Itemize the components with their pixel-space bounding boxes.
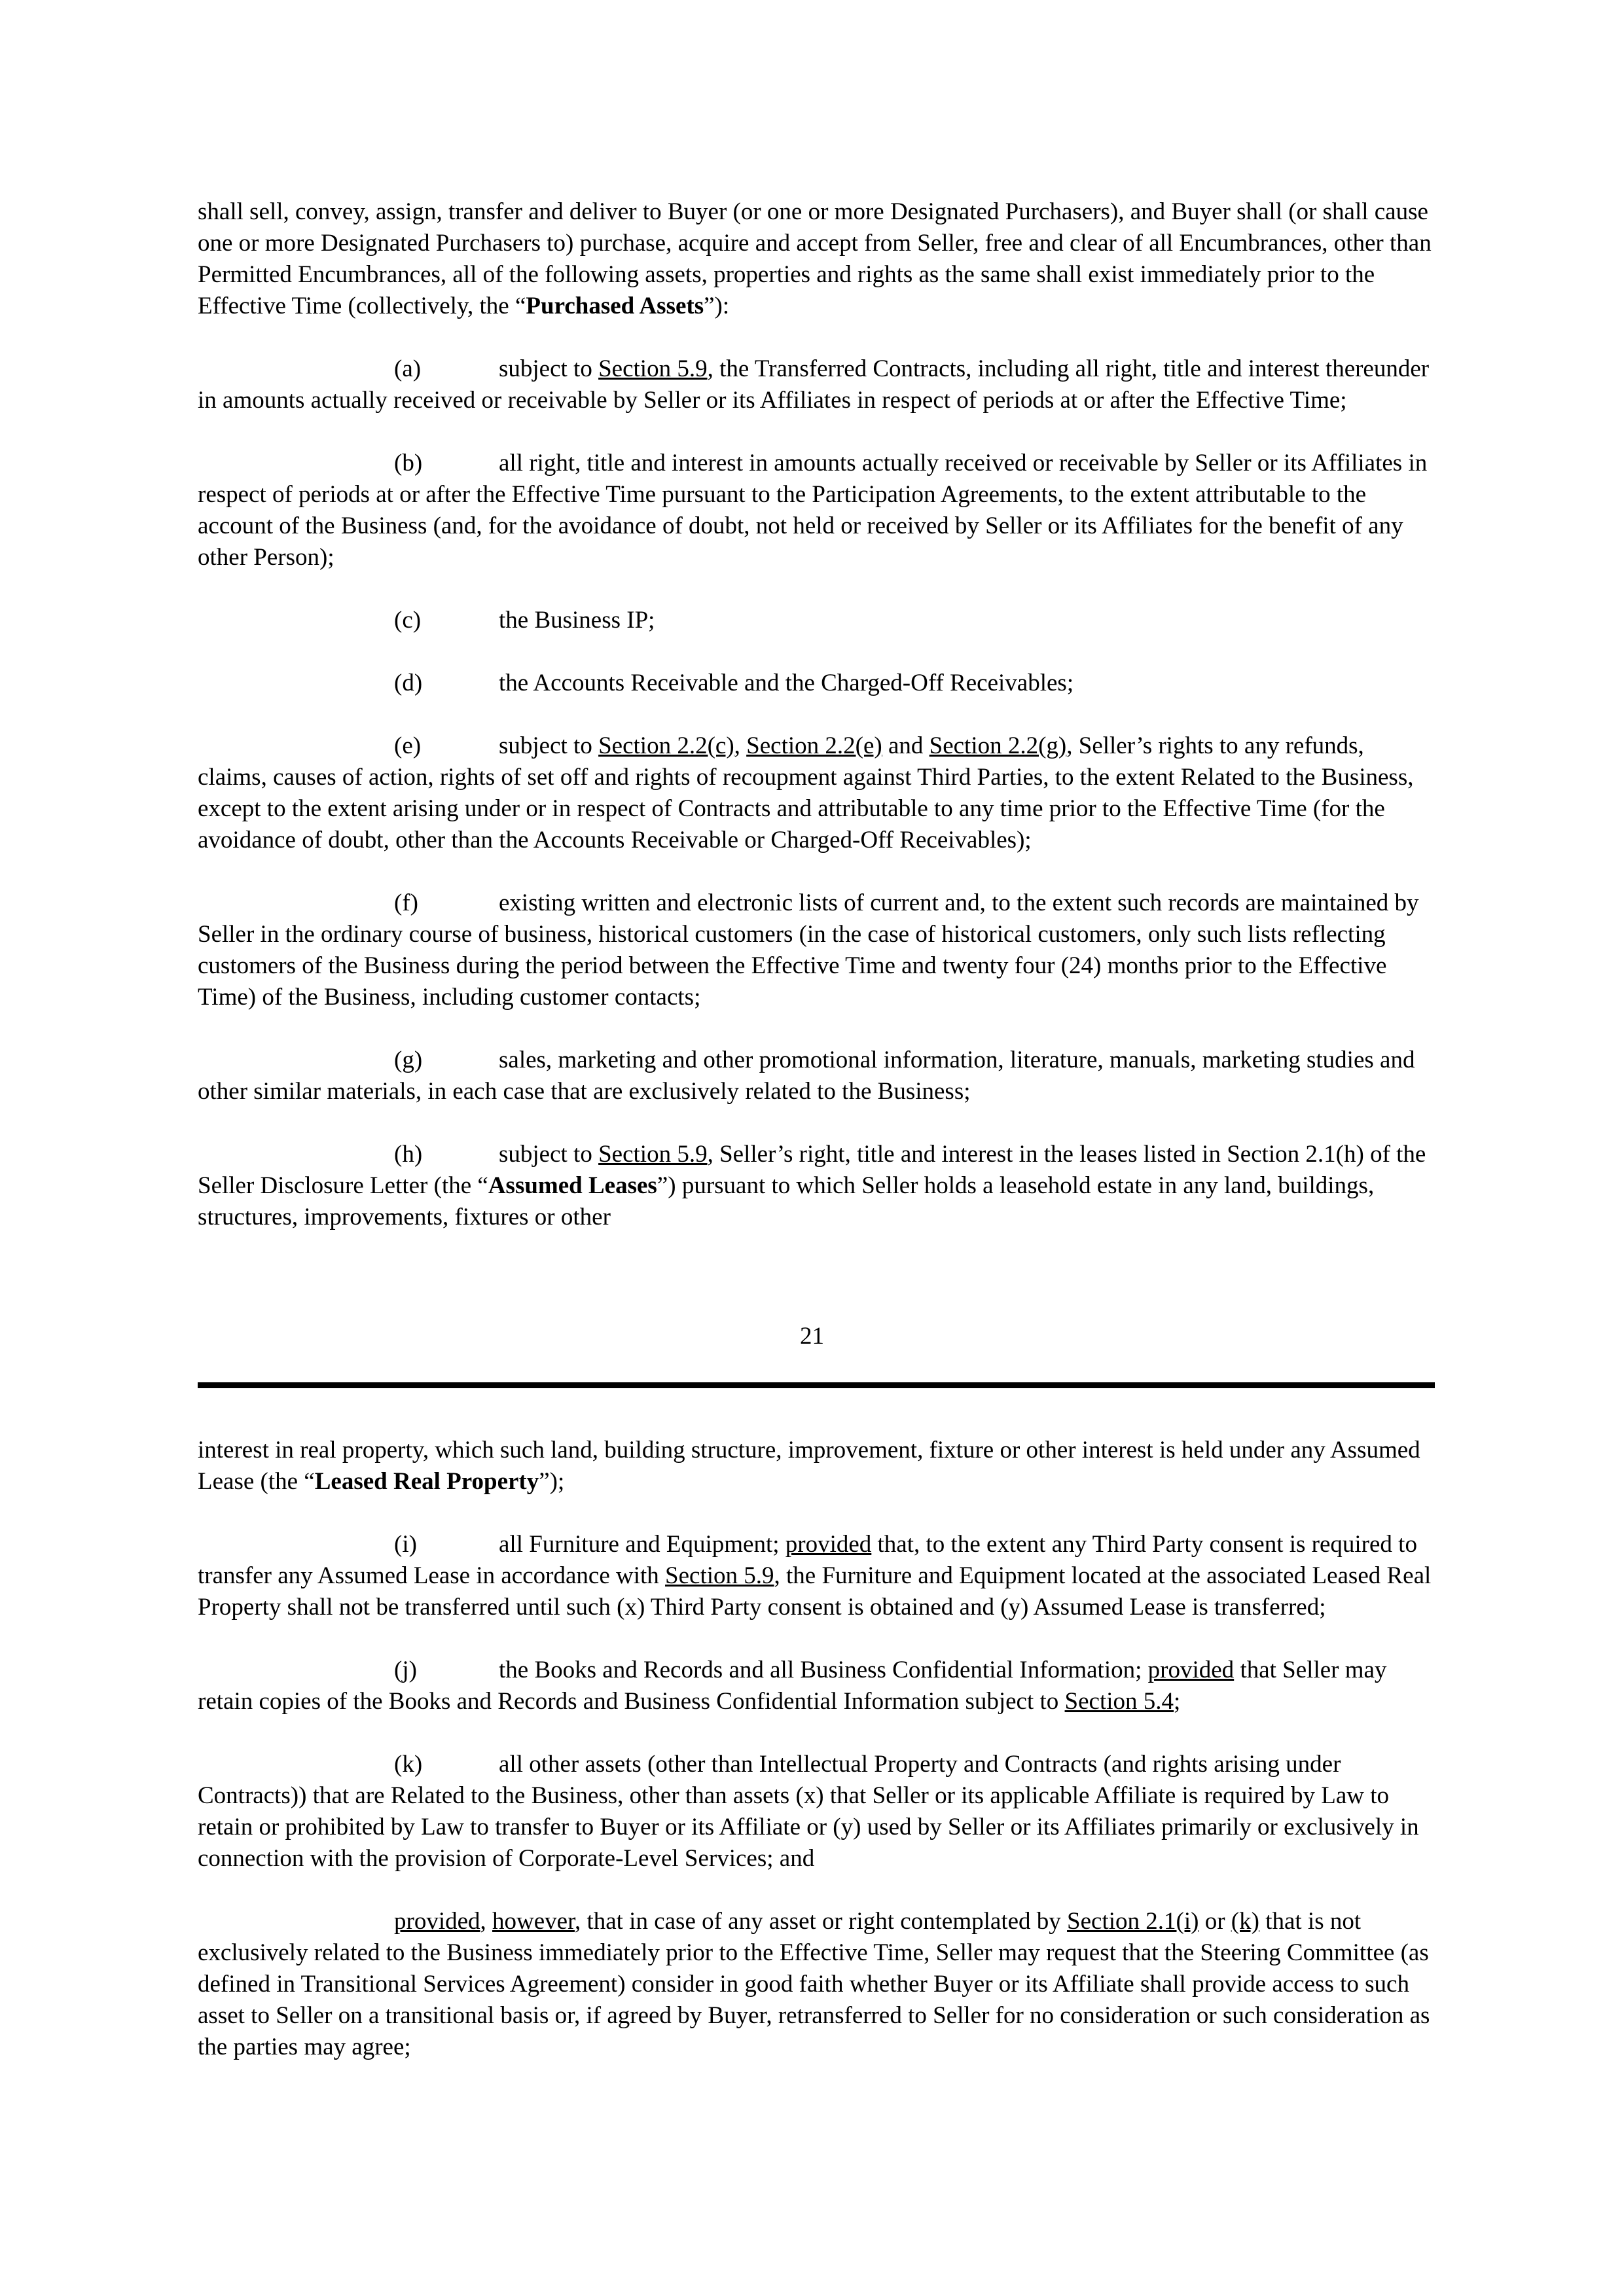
clause-text: , the Furniture and Equipment located at the associated Leased Real Property shall not be transferred until such (x) Third Party consent is obtained and (y) Assumed Lease is transferred; [198, 1562, 1432, 1621]
clause-a [198, 353, 1435, 416]
intro-paragraph [198, 196, 1435, 322]
defined-term-purchased-assets: Purchased Assets [526, 293, 704, 319]
clause-text: , that in case of any asset or right contemplated by [574, 1908, 1068, 1935]
clause-f [198, 888, 1435, 1013]
page-number: 21 [800, 1323, 824, 1350]
clause-text: ; [1174, 1688, 1181, 1715]
clause-text: sales, marketing and other promotional information, literature, manuals, marketing studies and other similar materials, in each case that are exclusively related to the Business; [198, 1047, 1415, 1105]
defined-term-leased-real-property: Leased Real Property [314, 1468, 539, 1495]
section-reference-link[interactable]: Section 2.2(c) [598, 732, 734, 759]
clause-label: (k) [394, 1751, 423, 1778]
clause-label: (j) [394, 1657, 417, 1683]
clause-text: all right, title and interest in amounts actually received or receivable by Seller or its Affiliates in respect of periods at or after the Effective Time pursuant to the Participation Agreements, to the extent attributable to the account of the Business (and, for the avoidance of doubt, not held or received by Seller or its Affiliates for the benefit of any other Person); [198, 450, 1428, 571]
clause-label: (a) [394, 355, 422, 382]
clause-label: (h) [394, 1141, 423, 1168]
clause-label: (c) [394, 607, 422, 634]
clause-text: , Seller’s right, title and interest in the leases listed in Section 2.1(h) of the Seller Disclosure Letter (the “ [198, 1141, 1426, 1199]
clause-text: the Business IP; [499, 607, 655, 634]
intro-end: ”): [704, 293, 730, 319]
clause-text: subject to [499, 355, 599, 382]
provided-term: provided [394, 1908, 480, 1935]
clause-h [198, 1139, 1435, 1233]
clause-label: (e) [394, 732, 422, 759]
page-upper-text [198, 196, 1435, 1265]
clause-text: subject to [499, 1141, 599, 1168]
clause-text: and [882, 732, 929, 759]
clause-label: (d) [394, 670, 423, 696]
clause-text: , [734, 732, 747, 759]
clause-label: (i) [394, 1531, 417, 1558]
however-term: however [492, 1908, 575, 1935]
defined-term-assumed-leases: Assumed Leases [488, 1172, 657, 1199]
section-reference-link[interactable]: Section 2.2(e) [746, 732, 882, 759]
section-reference-link[interactable]: Section 2.2(g) [929, 732, 1067, 759]
clause-c [198, 605, 1435, 636]
clause-b [198, 448, 1435, 573]
clause-text: , [480, 1908, 493, 1935]
clause-j [198, 1655, 1435, 1717]
clause-text: , the Transferred Contracts, including all right, title and interest thereunder in amounts actually received or receivable by Seller or its Affiliates in respect of periods at or after the Effective Time; [198, 355, 1430, 414]
clause-text: , Seller’s rights to any refunds, claims, causes of action, rights of set off and rights of recoupment against Third Parties, to the extent Related to the Business, except to the extent arising under or in respect of Contracts and attributable to any time prior to the Effective Time (for the avoidance of doubt, other than the Accounts Receivable or Charged-Off Receivables); [198, 732, 1414, 853]
proviso-indent [198, 1908, 394, 1935]
clause-text: that Seller may retain copies of the Books and Records and Business Confidential Information subject to [198, 1657, 1387, 1715]
clause-text: interest in real property, which such land, building structure, improvement, fixture or other interest is held under any Assumed Lease (the “ [198, 1437, 1420, 1495]
page-lower-text [198, 1435, 1435, 2094]
section-reference-link[interactable]: Section 5.9 [665, 1562, 774, 1589]
clause-label: (b) [394, 450, 423, 476]
proviso-paragraph [198, 1906, 1435, 2063]
clause-text: subject to [499, 732, 599, 759]
section-reference-link[interactable]: (k) [1231, 1908, 1259, 1935]
clause-text: all Furniture and Equipment; [499, 1531, 785, 1558]
clause-text: the Books and Records and all Business Confidential Information; [499, 1657, 1148, 1683]
clause-label: (f) [394, 889, 418, 916]
clause-text: all other assets (other than Intellectual Property and Contracts (and rights arising under Contracts)) that are Related to the Business, other than assets (x) that Seller or its applicable Affiliate is required by Law to retain or prohibited by Law to transfer to Buyer or its Affiliate or (y) used by Seller or its Affiliates primarily or exclusively in connection with the provision of Corporate-Level Services; and [198, 1751, 1419, 1872]
clause-text: or [1199, 1908, 1231, 1935]
section-reference-link[interactable]: Section 2.1(i) [1067, 1908, 1199, 1935]
clause-text: ”); [539, 1468, 565, 1495]
clause-h-continued [198, 1435, 1435, 1498]
clause-text: that is not exclusively related to the Business immediately prior to the Effective Time, Seller may request that the Steering Committee (as defined in Transitional Services Agreement) consider in good faith whether Buyer or its Affiliate shall provide access to such asset to Seller on a transitional basis or, if agreed by Buyer, retransferred to Seller for no consideration or such consideration as the parties may agree; [198, 1908, 1430, 2060]
provided-term: provided [785, 1531, 872, 1558]
section-reference-link[interactable]: Section 5.4 [1064, 1688, 1174, 1715]
provided-term: provided [1147, 1657, 1235, 1683]
intro-text: shall sell, convey, assign, transfer and deliver to Buyer (or one or more Designated Purchasers), and Buyer shall (or shall cause one or more Designated Purchasers to) purchase, acquire and accept from Seller, free and clear of all Encumbrances, other than Permitted Encumbrances, all of the following assets, properties and rights as the same shall exist immediately prior to the Effective Time (collectively, the “ [198, 198, 1432, 319]
clause-text: existing written and electronic lists of current and, to the extent such records are maintained by Seller in the ordinary course of business, historical customers (in the case of historical customers, only such lists reflecting customers of the Business during the period between the Effective Time and twenty four (24) months prior to the Effective Time) of the Business, including customer contacts; [198, 889, 1419, 1011]
clause-text: the Accounts Receivable and the Charged-Off Receivables; [499, 670, 1074, 696]
clause-text: that, to the extent any Third Party consent is required to transfer any Assumed Lease in accordance with [198, 1531, 1417, 1589]
clause-e [198, 730, 1435, 856]
section-reference-link[interactable]: Section 5.9 [598, 1141, 708, 1168]
clause-text: ”) pursuant to which Seller holds a leasehold estate in any land, buildings, structures, improvements, fixtures or other [198, 1172, 1375, 1230]
clause-d [198, 668, 1435, 699]
clause-g [198, 1045, 1435, 1107]
clause-k [198, 1749, 1435, 1874]
page-break-rule [198, 1382, 1435, 1388]
section-reference-link[interactable]: Section 5.9 [598, 355, 708, 382]
clause-i [198, 1529, 1435, 1623]
clause-label: (g) [394, 1047, 423, 1073]
